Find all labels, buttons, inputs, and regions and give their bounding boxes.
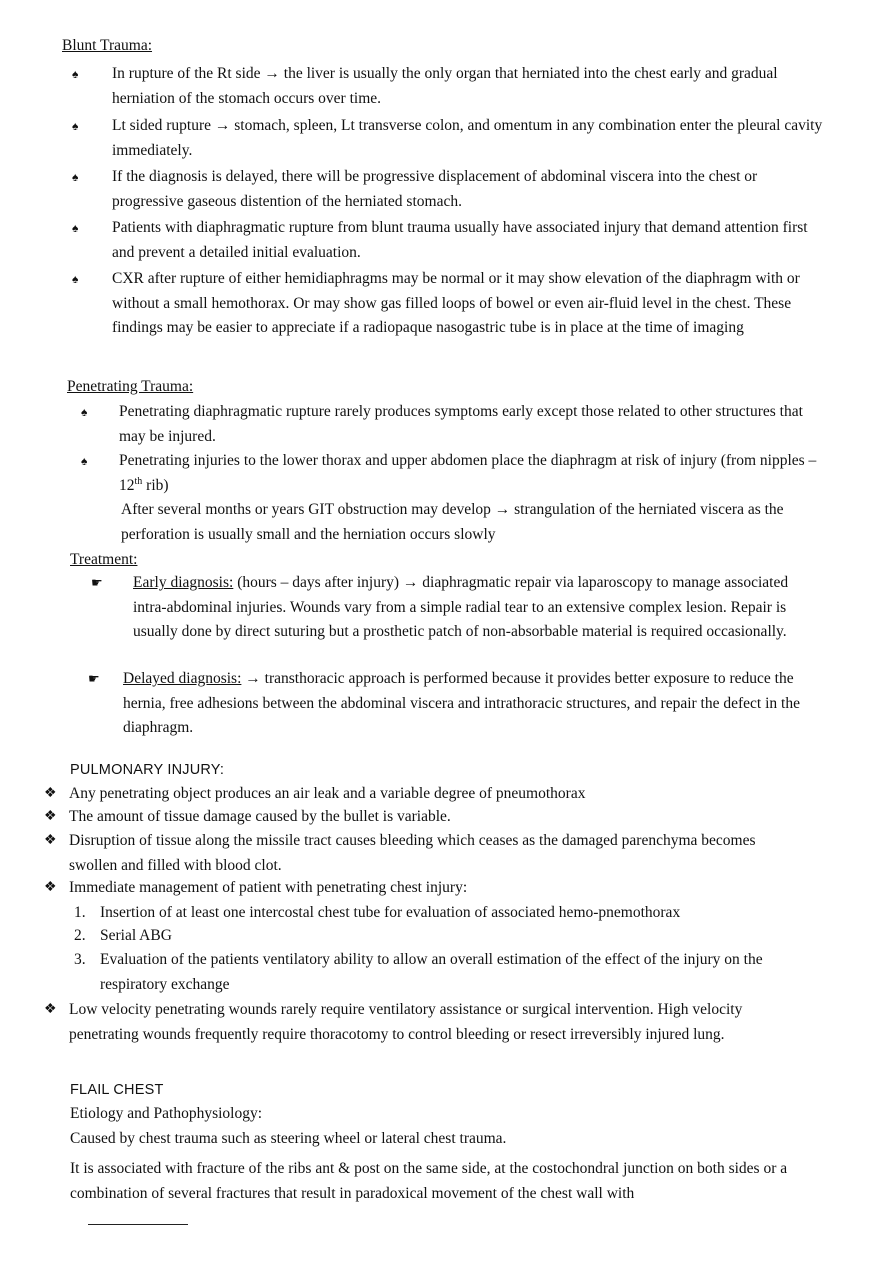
penetrating-item-2-tail: rib) [142, 476, 169, 494]
superscript-th: th [134, 475, 143, 487]
blunt-item-5 [72, 267, 824, 341]
delayed-diagnosis-label: Delayed diagnosis: [123, 670, 242, 687]
delayed-diagnosis-text: → transthoracic approach is performed because it provides better exposure to reduce the hernia, free adhesions between the abdominal viscera and intrathoracic structures, and repair the defect in the diaphragm. [123, 670, 800, 736]
blunt-trauma-heading: Blunt Trauma: [62, 37, 153, 54]
spade-bullet-icon: ♠ [72, 119, 79, 133]
numbered-item-1-text: Insertion of at least one intercostal chest tube for evaluation of associated hemo-pnemothorax [100, 904, 681, 921]
spade-bullet-icon: ♠ [81, 405, 88, 419]
spade-bullet-icon: ♠ [72, 272, 79, 286]
diamond-bullet-icon: ❖ [44, 880, 57, 895]
spade-bullet-icon: ♠ [72, 221, 79, 235]
pulmonary-item-3 [44, 829, 789, 878]
flail-line-1: Caused by chest trauma such as steering wheel or lateral chest trauma. [70, 1130, 507, 1147]
pulmonary-item-1 [44, 782, 829, 807]
early-diagnosis-text: (hours – days after injury) → diaphragmatic repair via laparoscopy to manage associated intra-abdominal injuries. Wounds vary from a simple radial tear to an extensive complex lesion. Repair is usually done by direct suturing but a prosthetic patch of non-absorbable material is required occasionally. [133, 574, 789, 640]
numbered-item-3 [74, 948, 830, 997]
diamond-bullet-icon: ❖ [44, 1002, 57, 1017]
penetrating-item-1 [81, 400, 819, 449]
blunt-item-1 [72, 62, 824, 111]
numbered-item-3-number: 3. [74, 951, 86, 968]
pulmonary-item-2 [44, 805, 829, 830]
diamond-bullet-icon: ❖ [44, 786, 57, 801]
diamond-bullet-icon: ❖ [44, 833, 57, 848]
blunt-item-5-text: CXR after rupture of either hemidiaphragms may be normal or it may show elevation of the diaphragm with or without a small hemothorax. Or may show gas filled loops of bowel or even air-fluid level in the chest. These findings may be easier to appreciate if a radiopaque nasogastric tube is in place at the time of imaging [112, 270, 800, 336]
penetrating-item-2-text: Penetrating injuries to the lower thorax and upper abdomen place the diaphragm at risk of injury (from nipples – 12 [119, 452, 817, 494]
blunt-item-4 [72, 216, 824, 265]
numbered-item-1-number: 1. [74, 904, 86, 921]
penetrating-trauma-heading: Penetrating Trauma: [67, 378, 194, 395]
etiology-subheading: Etiology and Pathophysiology: [70, 1105, 263, 1122]
pointing-hand-icon: ☛ [88, 671, 100, 686]
diamond-bullet-icon: ❖ [44, 809, 57, 824]
treatment-early [91, 571, 818, 645]
footnote-rule [88, 1224, 188, 1225]
blunt-item-3-text: If the diagnosis is delayed, there will be progressive displacement of abdominal viscera into the chest or progressive gaseous distention of the herniated stomach. [112, 168, 758, 210]
early-diagnosis-label: Early diagnosis: [133, 574, 234, 591]
penetrating-item-1-text: Penetrating diaphragmatic rupture rarely produces symptoms early except those related to other structures that may be injured. [119, 403, 803, 445]
treatment-delayed [88, 667, 813, 741]
pulmonary-item-2-text: The amount of tissue damage caused by the bullet is variable. [69, 808, 451, 825]
numbered-item-2 [74, 924, 820, 949]
flail-chest-heading: FLAIL CHEST [70, 1082, 164, 1098]
pulmonary-item-4 [44, 876, 829, 901]
treatment-heading: Treatment: [70, 551, 138, 568]
penetrating-note: After several months or years GIT obstruction may develop → strangulation of the herniated viscera as the perforation is usually small and the herniation occurs slowly [121, 501, 784, 543]
blunt-item-3 [72, 165, 824, 214]
numbered-item-2-text: Serial ABG [100, 927, 172, 944]
penetrating-item-2 [81, 449, 819, 498]
blunt-item-1-text: In rupture of the Rt side → the liver is usually the only organ that herniated into the chest early and gradual herniation of the stomach occurs over time. [112, 65, 778, 107]
spade-bullet-icon: ♠ [72, 170, 79, 184]
pulmonary-item-1-text: Any penetrating object produces an air leak and a variable degree of pneumothorax [69, 785, 586, 802]
numbered-item-3-text: Evaluation of the patients ventilatory ability to allow an overall estimation of the effect of the injury on the respiratory exchange [100, 951, 763, 993]
numbered-item-2-number: 2. [74, 927, 86, 944]
pointing-hand-icon: ☛ [91, 575, 103, 590]
pulmonary-item-4-text: Immediate management of patient with penetrating chest injury: [69, 879, 468, 896]
blunt-item-2 [72, 114, 824, 163]
pulmonary-injury-heading: PULMONARY INJURY: [70, 762, 225, 778]
pulmonary-item-5-text: Low velocity penetrating wounds rarely require ventilatory assistance or surgical intervention. High velocity penetrating wounds frequently require thoracotomy to control bleeding or resect irreversibly injured lung. [69, 1001, 743, 1043]
spade-bullet-icon: ♠ [72, 67, 79, 81]
spade-bullet-icon: ♠ [81, 454, 88, 468]
blunt-item-4-text: Patients with diaphragmatic rupture from blunt trauma usually have associated injury that demand attention first and prevent a detailed initial evaluation. [112, 219, 808, 261]
pulmonary-item-5 [44, 998, 799, 1047]
blunt-item-2-text: Lt sided rupture → stomach, spleen, Lt transverse colon, and omentum in any combination enter the pleural cavity immediately. [112, 117, 823, 159]
pulmonary-item-3-text: Disruption of tissue along the missile tract causes bleeding which ceases as the damaged parenchyma becomes swollen and filled with blood clot. [69, 832, 756, 874]
numbered-item-1 [74, 901, 820, 926]
flail-line-2: It is associated with fracture of the ribs ant & post on the same side, at the costochondral junction on both sides or a combination of several fractures that result in paradoxical movement of the chest wall with [70, 1160, 788, 1202]
